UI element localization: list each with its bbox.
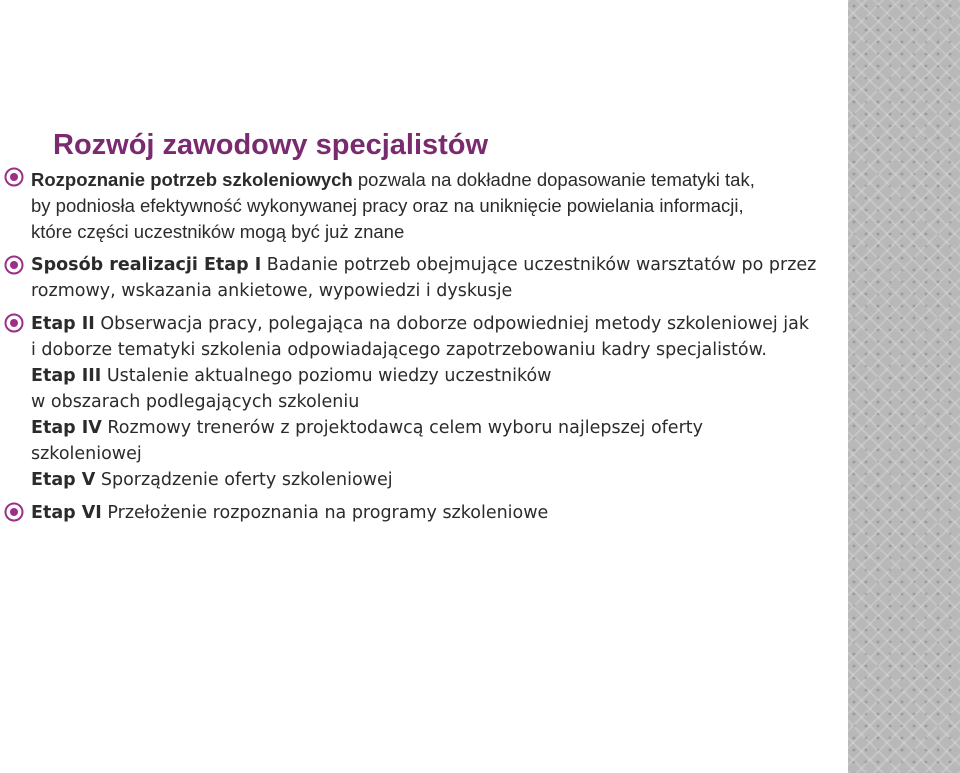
line-text: Ustalenie aktualnego poziomu wiedzy uczestników	[101, 366, 552, 386]
line-text: szkoleniowej	[31, 444, 142, 464]
text-line	[31, 415, 809, 441]
text-line	[31, 167, 755, 193]
list-item	[31, 167, 755, 245]
line-text: pozwala na dokładne dopasowanie tematyki tak,	[352, 169, 755, 190]
target-bullet-icon	[4, 313, 24, 333]
bold-lead: Etap III	[31, 366, 102, 386]
decorative-side-strip	[848, 0, 960, 773]
list-item	[31, 311, 809, 493]
text-line	[31, 311, 809, 337]
target-bullet-icon	[4, 167, 24, 187]
text-line	[31, 363, 809, 389]
line-text: rozmowy, wskazania ankietowe, wypowiedzi i dyskusje	[31, 281, 513, 301]
line-text: by podniosła efektywność wykonywanej pracy oraz na uniknięcie powielania informacji,	[31, 195, 744, 216]
bold-lead: Etap IV	[31, 418, 102, 438]
line-text: Rozmowy trenerów z projektodawcą celem wyboru najlepszej oferty	[101, 418, 703, 438]
target-bullet-icon	[4, 502, 24, 522]
bold-lead: Sposób realizacji Etap I	[31, 255, 262, 275]
text-line	[31, 278, 816, 304]
bold-lead: Etap II	[31, 314, 95, 334]
text-line	[31, 467, 809, 493]
line-text: Obserwacja pracy, polegająca na doborze odpowiedniej metody szkoleniowej jak	[94, 314, 809, 334]
line-text: Sporządzenie oferty szkoleniowej	[95, 470, 393, 490]
bold-lead: Etap V	[31, 470, 96, 490]
text-line	[31, 252, 816, 278]
line-text: które części uczestników mogą być już znane	[31, 221, 405, 242]
line-text: Przełożenie rozpoznania na programy szkoleniowe	[101, 503, 549, 523]
line-text: w obszarach podlegających szkoleniu	[31, 392, 360, 412]
text-line	[31, 337, 809, 363]
page-title: Rozwój zawodowy specjalistów	[53, 129, 489, 161]
target-bullet-icon	[4, 255, 24, 275]
text-line	[31, 193, 755, 219]
text-line	[31, 219, 755, 245]
bold-lead: Etap VI	[31, 503, 102, 523]
text-line	[31, 500, 548, 526]
line-text: Badanie potrzeb obejmujące uczestników warsztatów po przez	[261, 255, 817, 275]
list-item	[31, 252, 816, 304]
line-text: i doborze tematyki szkolenia odpowiadającego zapotrzebowaniu kadry specjalistów.	[31, 340, 767, 360]
text-line	[31, 389, 809, 415]
list-item	[31, 500, 548, 526]
bold-lead: Rozpoznanie potrzeb szkoleniowych	[31, 169, 353, 190]
text-line	[31, 441, 809, 467]
